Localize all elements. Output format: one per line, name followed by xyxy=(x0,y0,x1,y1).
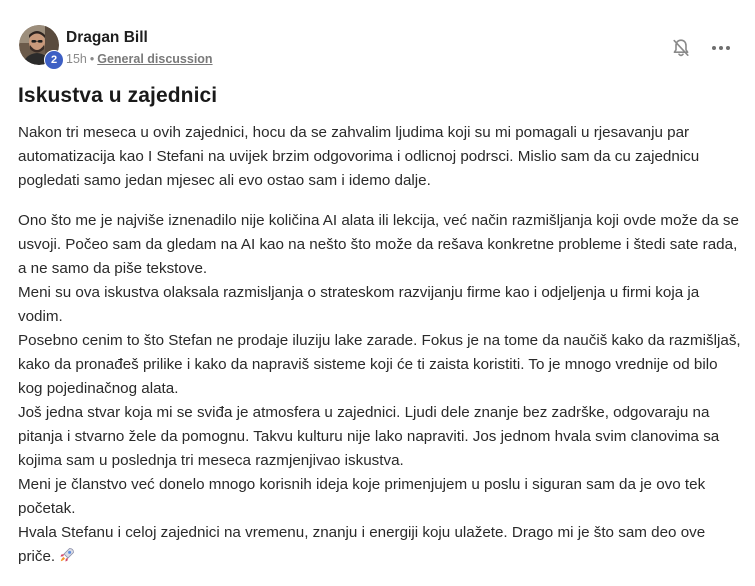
bell-off-icon xyxy=(672,38,690,58)
level-badge: 2 xyxy=(44,50,64,70)
post-paragraph-last xyxy=(18,521,745,571)
post-paragraph: Posebno cenim to što Stefan ne prodaje iluziju lake zarade. Fokus je na tome da naučiš kako da razmišljaš, kako da pronađeš prilike i kako da napraviš sisteme koji će ti zaista koristiti. To je mnogo vrednije od bilo kog pojedinačnog alata. xyxy=(18,332,741,397)
more-horizontal-icon xyxy=(711,45,731,51)
author-name[interactable]: Dragan Bill xyxy=(66,29,148,46)
category-link[interactable]: General discussion xyxy=(97,52,213,66)
avatar[interactable] xyxy=(19,25,59,65)
post-paragraph: Meni je članstvo već donelo mnogo korisnih ideja koje primenjujem u poslu i siguran sam da je ovo tek početak. xyxy=(18,476,706,517)
post-paragraph: Meni su ova iskustva olaksala razmisljanja o strateskom razvijanju firme kao i odjeljenja u firmi koja ja vodim. xyxy=(18,284,700,325)
post-meta xyxy=(66,52,213,66)
post-paragraph: Ono što me je najviše iznenadilo nije količina AI alata ili lekcija, već način razmišljanja koji ovde može da se usvoji. Počeo sam da gledam na AI kao na nešto što može da rešava konkretne probleme i štedi sate rada, a ne samo da piše tekstove. xyxy=(18,212,739,277)
notifications-toggle-button[interactable] xyxy=(667,36,695,60)
post-actions xyxy=(667,36,735,60)
meta-separator: • xyxy=(89,52,95,66)
post-paragraph-text: Hvala Stefanu i celoj zajednici na vremenu, znanju i energiji koju ulažete. Drago mi je što sam deo ove priče. xyxy=(18,524,706,565)
post-title: Iskustva u zajednici xyxy=(18,84,218,107)
post-paragraph: Nakon tri meseca u ovih zajednici, hocu da se zahvalim ljudima koji su mi pomagali u rjesavanju par automatizacija kao I Stefani na uvijek brzim odgovorima i odlicnoj podrsci. Mislio sam da cu zajednicu pogledati samo jedan mjesec ali evo ostao sam i idemo dalje. xyxy=(18,124,700,189)
more-options-button[interactable] xyxy=(707,36,735,60)
post-time: 15h xyxy=(66,52,87,66)
post-paragraph: Još jedna stvar koja mi se sviđa je atmosfera u zajednici. Ljudi dele znanje bez zadrške, odgovaraju na pitanja i stvarno žele da pomognu. Takvu kulturu nije lako napraviti. Jos jednom hvala svim clanovima sa kojima sam u poslednja tri meseca razmjenjivao iskustva. xyxy=(18,404,720,469)
rocket-icon xyxy=(59,547,75,571)
post-body xyxy=(18,121,745,571)
post-header xyxy=(18,0,745,70)
